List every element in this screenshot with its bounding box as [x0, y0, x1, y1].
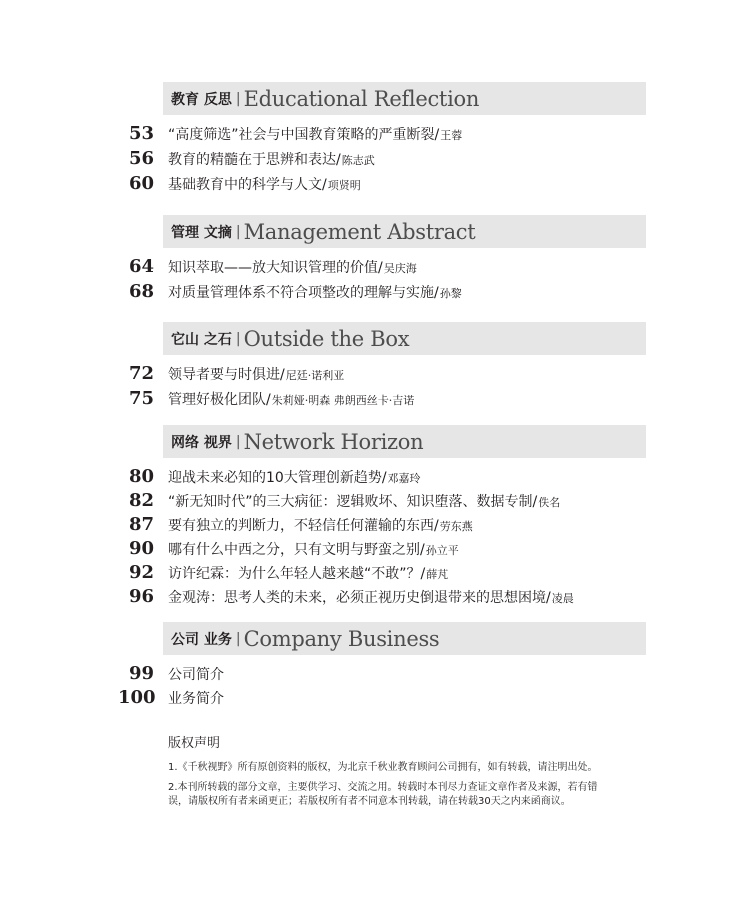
article-author: 佚名 — [538, 496, 561, 509]
article-author: 劳东燕 — [439, 520, 473, 533]
article-title: “新无知时代”的三大病征：逻辑败坏、知识堕落、数据专制/佚名 — [168, 494, 561, 510]
page-number: 96 — [128, 586, 154, 607]
article-author: 王蓉 — [440, 129, 463, 142]
toc-entry[interactable] — [118, 256, 648, 281]
page-number: 92 — [128, 562, 154, 583]
section-title-en: Outside the Box — [243, 326, 410, 351]
page-number: 75 — [128, 388, 154, 409]
article-title: 管理好极化团队/朱莉娅·明森 弗朗西丝卡·吉诺 — [168, 392, 415, 408]
toc-entry[interactable] — [118, 148, 648, 173]
toc-list — [118, 123, 648, 198]
section-title-en: Management Abstract — [243, 219, 476, 244]
toc-entry[interactable] — [118, 538, 648, 562]
copyright-title: 版权声明 — [168, 736, 221, 751]
page-number: 80 — [128, 466, 154, 487]
article-author: 薛芃 — [426, 568, 449, 581]
section-management-abstract — [118, 215, 648, 306]
copyright-item: 1.《千秋视野》所有原创资料的版权，为北京千秋业教育顾问公司拥有，如有转载，请注明出处。 — [168, 762, 598, 773]
section-title-en: Company Business — [243, 626, 440, 651]
section-outside-the-box — [118, 322, 648, 413]
section-title-en: Network Horizon — [243, 429, 424, 454]
toc-entry[interactable] — [118, 363, 648, 388]
article-author: 尼廷·诺利亚 — [285, 369, 345, 382]
section-header — [163, 82, 646, 115]
toc-list — [118, 466, 648, 610]
page-number: 53 — [128, 123, 154, 144]
toc-entry[interactable] — [118, 687, 648, 711]
toc-entry[interactable] — [118, 281, 648, 306]
article-author: 吴庆海 — [383, 262, 417, 275]
section-title-cn: 管理 文摘 — [171, 224, 232, 241]
page-number: 64 — [128, 256, 154, 277]
article-title: 公司简介 — [168, 667, 224, 683]
section-divider: | — [235, 330, 241, 347]
section-title-en: Educational Reflection — [243, 86, 480, 111]
toc-entry[interactable] — [118, 490, 648, 514]
article-title: 要有独立的判断力，不轻信任何灌输的东西/劳东燕 — [168, 518, 473, 534]
article-title: “高度筛选”社会与中国教育策略的严重断裂/王蓉 — [168, 127, 463, 143]
copyright-item: 2.本刊所转载的部分文章，主要供学习、交流之用。转载时本刊尽力查证文章作者及来源，若有错误，请版权所有者来函更正；若版权所有者不同意本刊转载，请在转载30天之内来函商议。 — [168, 782, 598, 807]
toc-entry[interactable] — [118, 173, 648, 198]
article-author: 邓嘉玲 — [387, 472, 421, 485]
toc-entry[interactable] — [118, 388, 648, 413]
article-title: 访许纪霖：为什么年轻人越来越“不敢”？/薛芃 — [168, 566, 449, 582]
section-header — [163, 322, 646, 355]
section-title-cn: 网络 视界 — [171, 434, 232, 451]
section-header — [163, 622, 646, 655]
section-header — [163, 425, 646, 458]
section-company-business — [118, 622, 648, 711]
section-divider: | — [235, 90, 241, 107]
article-author: 朱莉娅·明森 弗朗西丝卡·吉诺 — [271, 394, 415, 407]
toc-entry[interactable] — [118, 514, 648, 538]
toc-list — [118, 663, 648, 711]
section-divider: | — [235, 223, 241, 240]
toc-list — [118, 363, 648, 413]
page-number: 100 — [118, 687, 156, 708]
article-title: 基础教育中的科学与人文/项贤明 — [168, 177, 361, 193]
page-number: 56 — [128, 148, 154, 169]
article-title: 对质量管理体系不符合项整改的理解与实施/孙黎 — [168, 285, 462, 301]
section-divider: | — [235, 630, 241, 647]
toc-entry[interactable] — [118, 466, 648, 490]
section-educational-reflection — [118, 82, 648, 198]
page-number: 60 — [128, 173, 154, 194]
toc-entry[interactable] — [118, 663, 648, 687]
article-title: 教育的精髓在于思辨和表达/陈志武 — [168, 152, 375, 168]
page-number: 72 — [128, 363, 154, 384]
article-author: 项贤明 — [327, 179, 361, 192]
toc-entry[interactable] — [118, 123, 648, 148]
article-title: 业务简介 — [168, 691, 224, 707]
article-title: 迎战未来必知的10大管理创新趋势/邓嘉玲 — [168, 470, 421, 486]
page-number: 68 — [128, 281, 154, 302]
page-number: 87 — [128, 514, 154, 535]
page-number: 82 — [128, 490, 154, 511]
article-title: 金观涛：思考人类的未来，必须正视历史倒退带来的思想困境/凌晨 — [168, 590, 574, 606]
toc-entry[interactable] — [118, 586, 648, 610]
section-divider: | — [235, 433, 241, 450]
copyright-notice — [168, 732, 608, 815]
article-author: 陈志武 — [341, 154, 375, 167]
section-title-cn: 公司 业务 — [171, 631, 232, 648]
article-author: 孙黎 — [439, 287, 462, 300]
section-network-horizon — [118, 425, 648, 610]
page-number: 90 — [128, 538, 154, 559]
toc-entry[interactable] — [118, 562, 648, 586]
section-title-cn: 教育 反思 — [171, 91, 232, 108]
page-number: 99 — [128, 663, 154, 684]
article-title: 知识萃取——放大知识管理的价值/吴庆海 — [168, 260, 417, 276]
section-header — [163, 215, 646, 248]
section-title-cn: 它山 之石 — [171, 331, 232, 348]
article-author: 孙立平 — [425, 544, 459, 557]
article-author: 凌晨 — [551, 592, 574, 605]
toc-list — [118, 256, 648, 306]
article-title: 领导者要与时俱进/尼廷·诺利亚 — [168, 367, 345, 383]
article-title: 哪有什么中西之分，只有文明与野蛮之别/孙立平 — [168, 542, 459, 558]
